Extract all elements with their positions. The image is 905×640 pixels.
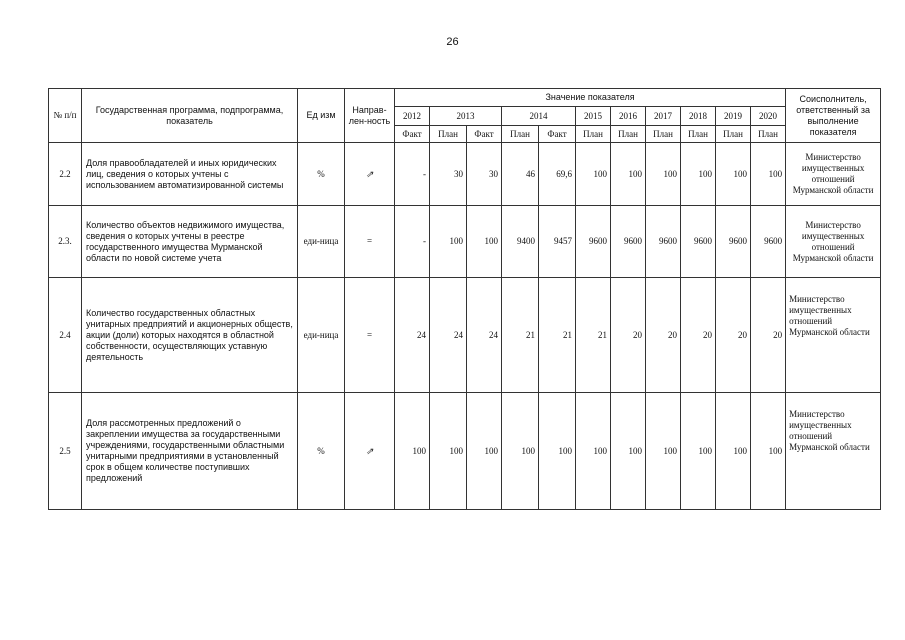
row-value: 69,6 [539,143,576,206]
header-sub: План [576,126,611,143]
row-name: Количество государственных областных унитарных предприятий и акционерных обществ, акции (доли) которых находятся в областной собственности, осуществляющих уставную деятельность [82,278,298,393]
row-executor: Министерство имущественных отношений Мурманской области [786,393,881,510]
row-value: 100 [467,206,502,278]
row-value: 30 [467,143,502,206]
row-value: 9600 [751,206,786,278]
row-name: Количество объектов недвижимого имущества, сведения о которых учтены в реестре государственного имущества Мурманской области по новой системе учета [82,206,298,278]
row-value: 20 [716,278,751,393]
row-direction: = [345,278,395,393]
row-unit: % [298,393,345,510]
row-value: 100 [576,393,611,510]
header-sub: План [430,126,467,143]
row-value: 21 [539,278,576,393]
row-value: 46 [502,143,539,206]
header-sub: План [681,126,716,143]
row-num: 2.3. [49,206,82,278]
row-value: 21 [502,278,539,393]
row-value: 20 [611,278,646,393]
header-sub: Факт [467,126,502,143]
header-year: 2015 [576,107,611,126]
header-year: 2019 [716,107,751,126]
row-value: - [395,206,430,278]
header-year: 2013 [430,107,502,126]
header-sub: Факт [395,126,430,143]
row-value: - [395,143,430,206]
header-year: 2016 [611,107,646,126]
table-row [49,393,881,510]
row-direction: = [345,206,395,278]
table-row [49,143,881,206]
row-value: 100 [716,143,751,206]
header-sub: План [611,126,646,143]
header-sub: План [646,126,681,143]
header-direction: Направ-лен-ность [345,89,395,143]
row-value: 100 [576,143,611,206]
indicators-table [48,88,881,510]
row-num: 2.2 [49,143,82,206]
row-executor: Министерство имущественных отношений Мурманской области [786,206,881,278]
row-value: 20 [681,278,716,393]
header-values-title: Значение показателя [395,89,786,107]
row-value: 24 [430,278,467,393]
row-value: 9457 [539,206,576,278]
row-value: 100 [611,393,646,510]
row-value: 24 [467,278,502,393]
header-sub: Факт [539,126,576,143]
row-value: 9400 [502,206,539,278]
header-program: Государственная программа, подпрограмма, показатель [82,89,298,143]
row-name: Доля правообладателей и иных юридических лиц, сведения о которых учтены с использованием автоматизированной системы [82,143,298,206]
row-num: 2.4 [49,278,82,393]
row-value: 100 [502,393,539,510]
row-value: 9600 [611,206,646,278]
row-unit: еди-ница [298,206,345,278]
header-num: № п/п [49,89,82,143]
row-unit: еди-ница [298,278,345,393]
row-value: 100 [646,143,681,206]
row-value: 100 [716,393,751,510]
row-value: 100 [430,206,467,278]
row-unit: % [298,143,345,206]
header-year: 2020 [751,107,786,126]
row-value: 9600 [646,206,681,278]
row-value: 9600 [716,206,751,278]
row-value: 100 [611,143,646,206]
row-value: 100 [430,393,467,510]
row-value: 100 [646,393,681,510]
header-sub: План [716,126,751,143]
row-value: 21 [576,278,611,393]
table-row [49,278,881,393]
row-value: 30 [430,143,467,206]
header-year: 2017 [646,107,681,126]
header-year: 2018 [681,107,716,126]
row-value: 9600 [576,206,611,278]
page-number: 26 [446,36,459,48]
header-sub: План [502,126,539,143]
row-executor: Министерство имущественных отношений Мурманской области [786,143,881,206]
row-num: 2.5 [49,393,82,510]
row-value: 9600 [681,206,716,278]
row-value: 100 [539,393,576,510]
row-value: 20 [751,278,786,393]
row-value: 100 [751,393,786,510]
row-value: 100 [395,393,430,510]
row-value: 24 [395,278,430,393]
header-sub: План [751,126,786,143]
row-value: 100 [681,143,716,206]
row-value: 20 [646,278,681,393]
table-row [49,206,881,278]
row-value: 100 [751,143,786,206]
row-value: 100 [467,393,502,510]
header-unit: Ед изм [298,89,345,143]
header-executor: Соисполнитель, ответственный за выполнение показателя [786,89,881,143]
row-name: Доля рассмотренных предложений о закреплении имущества за государственными учреждениями, государственными областными унитарными предприятиями в установленный срок в общем количестве поступивших предложений [82,393,298,510]
header-year: 2014 [502,107,576,126]
direction-arrow-icon: ⇗ [345,393,395,510]
row-value: 100 [681,393,716,510]
header-year: 2012 [395,107,430,126]
row-executor: Министерство имущественных отношений Мурманской области [786,278,881,393]
direction-arrow-icon: ⇗ [345,143,395,206]
